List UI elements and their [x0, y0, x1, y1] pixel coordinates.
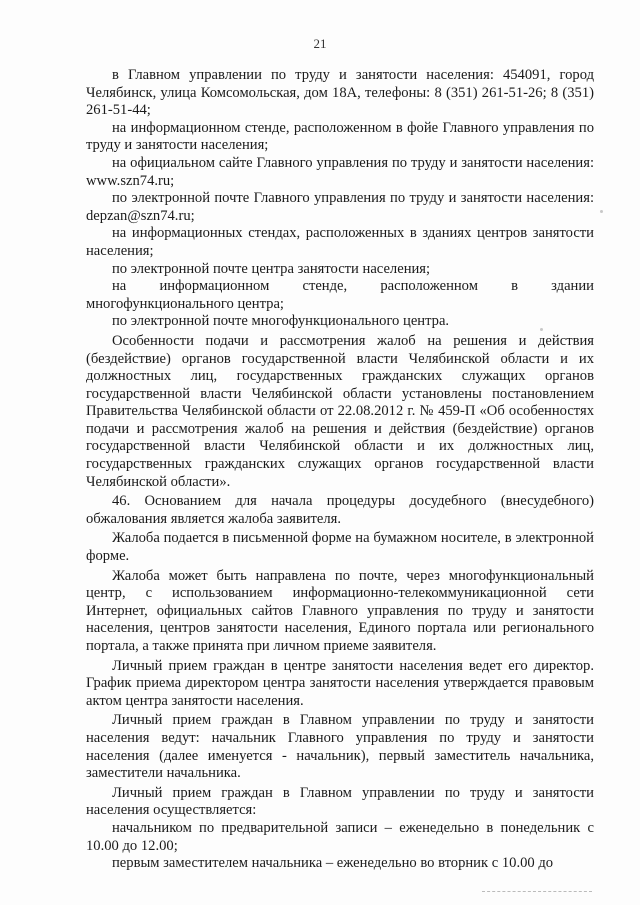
document-body: [86, 67, 594, 873]
paragraph-first-deputy-schedule: первым заместителем начальника – еженедельно во вторник с 10.00 до: [112, 855, 554, 872]
page-number: 21: [313, 36, 327, 51]
paragraph-info-stand-mfc: на информационном стенде, расположенном в здании многофункционального центра;: [86, 278, 594, 312]
paragraph-item-46: 46. Основанием для начала процедуры досудебного (внесудебного) обжалования является жалоба заявителя.: [86, 493, 594, 527]
paragraph-contact-address: в Главном управлении по труду и занятости населения: 454091, город Челябинск, улица Комсомольская, дом 18А, телефоны: 8 (351) 261-51-26; 8 (351) 261-51-44;: [86, 67, 594, 119]
scan-edge-line: [482, 891, 592, 892]
paragraph-head-schedule: начальником по предварительной записи – еженедельно в понедельник с 10.00 до 12.00;: [86, 819, 594, 854]
scan-speck: [540, 328, 543, 331]
paragraph-email-main: по электронной почте Главного управления по труду и занятости населения: depzan@szn74.ru;: [86, 190, 594, 224]
scan-speck: [600, 210, 603, 213]
paragraph-official-website: на официальном сайте Главного управления по труду и занятости населения: www.szn74.ru;: [86, 154, 594, 189]
paragraph-main-reception-intro: Личный прием граждан в Главном управлении по труду и занятости населения осуществляется:: [86, 784, 594, 819]
paragraph-email-mfc: по электронной почте многофункционального центра.: [112, 313, 450, 330]
paragraph-complaint-form: Жалоба подается в письменной форме на бумажном носителе, в электронной форме.: [86, 530, 594, 565]
paragraph-complaint-specifics: Особенности подачи и рассмотрения жалоб на решения и действия (бездействие) органов государственной власти Челябинской области и их должностных лиц, государственных гражданских служащих органов государственной власти Челябинской области установлены постановлением Правительства Челябинской области от 22.08.2012 г. № 459-П «Об особенностях подачи и рассмотрения жалоб на решения и действия (бездействие) органов государственной власти Челябинской области и их должностных лиц, государственных гражданских служащих органов государственной власти Челябинской области».: [86, 332, 594, 490]
paragraph-main-reception-staff: Личный прием граждан в Главном управлении по труду и занятости населения ведут: начальник Главного управления по труду и занятости населения (далее именуется - начальник), первый заместитель начальника, заместители начальника.: [86, 712, 594, 782]
paragraph-email-center: по электронной почте центра занятости населения;: [112, 260, 431, 277]
paragraph-center-reception: Личный прием граждан в центре занятости населения ведет его директор. График приема директором центра занятости населения утверждается правовым актом центра занятости населения.: [86, 657, 594, 709]
paragraph-complaint-channels: Жалоба может быть направлена по почте, через многофункциональный центр, с использованием информационно-телекоммуникационной сети Интернет, официальных сайтов Главного управления по труду и занятости населения, центров занятости населения, Единого портала или регионального портала, а также принята при личном приеме заявителя.: [86, 567, 594, 654]
paragraph-info-stands-centers: на информационных стендах, расположенных в зданиях центров занятости населения;: [86, 225, 594, 259]
paragraph-info-stand-foyer: на информационном стенде, расположенном в фойе Главного управления по труду и занятости населения;: [86, 119, 594, 154]
